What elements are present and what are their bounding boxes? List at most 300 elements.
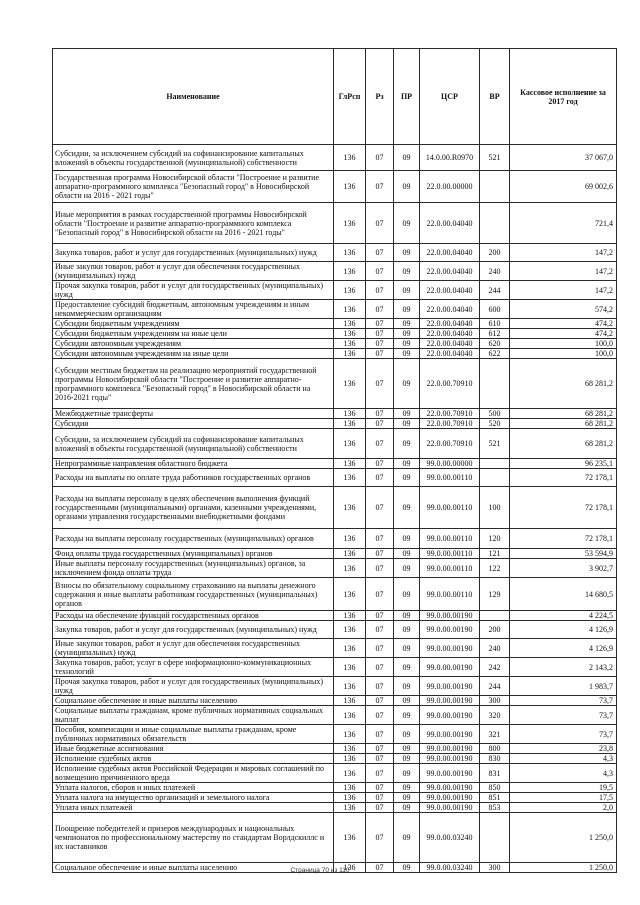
- cell-pr: 09: [394, 863, 420, 873]
- cell-amount: 721,4: [510, 203, 617, 244]
- cell-glrsp: 136: [334, 559, 366, 578]
- cell-name: Иные выплаты персоналу государственных (муниципальных) органов, за исключением фонда оплаты труда: [53, 559, 334, 578]
- cell-rz: 07: [366, 339, 394, 349]
- cell-pr: 09: [394, 754, 420, 764]
- cell-name: Расходы на обеспечение функций государственных органов: [53, 611, 334, 621]
- cell-vr: 600: [480, 300, 510, 319]
- cell-amount: 73,7: [510, 706, 617, 725]
- cell-rz: 07: [366, 459, 394, 469]
- cell-glrsp: 136: [334, 706, 366, 725]
- cell-vr: 320: [480, 706, 510, 725]
- cell-rz: 07: [366, 319, 394, 329]
- cell-rz: 07: [366, 145, 394, 171]
- header-amount: Кассовое исполнение за 2017 год: [510, 49, 617, 145]
- cell-rz: 07: [366, 764, 394, 783]
- cell-vr: 521: [480, 145, 510, 171]
- cell-glrsp: 136: [334, 469, 366, 487]
- cell-csr: 99.0.00.00190: [420, 611, 480, 621]
- cell-name: Субсидии бюджетным учреждениям на иные цели: [53, 329, 334, 339]
- cell-csr: 22.0.00.70910: [420, 419, 480, 429]
- cell-pr: 09: [394, 145, 420, 171]
- cell-csr: 22.0.00.04040: [420, 281, 480, 300]
- cell-rz: 07: [366, 203, 394, 244]
- cell-pr: 09: [394, 658, 420, 677]
- cell-vr: 122: [480, 559, 510, 578]
- cell-vr: [480, 171, 510, 203]
- cell-amount: 574,2: [510, 300, 617, 319]
- cell-rz: 07: [366, 171, 394, 203]
- cell-pr: 09: [394, 549, 420, 559]
- cell-pr: 09: [394, 677, 420, 696]
- cell-rz: 07: [366, 419, 394, 429]
- cell-glrsp: 136: [334, 359, 366, 409]
- cell-glrsp: 136: [334, 339, 366, 349]
- cell-csr: 99.0.00.00190: [420, 621, 480, 639]
- cell-vr: [480, 611, 510, 621]
- cell-csr: 22.0.00.70910: [420, 409, 480, 419]
- cell-vr: 850: [480, 783, 510, 793]
- cell-amount: 72 178,1: [510, 529, 617, 549]
- cell-csr: 22.0.00.04040: [420, 349, 480, 359]
- table-row: [53, 621, 617, 639]
- cell-csr: 99.0.00.00110: [420, 469, 480, 487]
- cell-pr: 09: [394, 578, 420, 611]
- cell-glrsp: 136: [334, 529, 366, 549]
- cell-rz: 07: [366, 863, 394, 873]
- table-row: [53, 793, 617, 803]
- cell-pr: 09: [394, 359, 420, 409]
- cell-amount: 3 902,7: [510, 559, 617, 578]
- cell-amount: 4,3: [510, 754, 617, 764]
- header-name: Наименование: [53, 49, 334, 145]
- cell-glrsp: 136: [334, 262, 366, 281]
- cell-glrsp: 136: [334, 863, 366, 873]
- cell-name: Уплата налогов, сборов и иных платежей: [53, 783, 334, 793]
- table-row: [53, 429, 617, 459]
- cell-amount: 2,0: [510, 803, 617, 813]
- cell-vr: 520: [480, 419, 510, 429]
- cell-amount: 72 178,1: [510, 487, 617, 529]
- table-row: [53, 813, 617, 863]
- cell-glrsp: 136: [334, 171, 366, 203]
- cell-glrsp: 136: [334, 549, 366, 559]
- cell-vr: 831: [480, 764, 510, 783]
- cell-csr: 22.0.00.04040: [420, 300, 480, 319]
- cell-rz: 07: [366, 813, 394, 863]
- cell-vr: 300: [480, 696, 510, 706]
- table-row: [53, 639, 617, 658]
- header-glrsp: ГлРсп: [334, 49, 366, 145]
- budget-table: [52, 48, 617, 873]
- table-row: [53, 783, 617, 793]
- cell-vr: 622: [480, 349, 510, 359]
- cell-amount: 4 126,9: [510, 621, 617, 639]
- cell-name: Социальное обеспечение и иные выплаты населению: [53, 863, 334, 873]
- table-row: [53, 145, 617, 171]
- cell-amount: 72 178,1: [510, 469, 617, 487]
- cell-pr: 09: [394, 339, 420, 349]
- cell-name: Социальное обеспечение и иные выплаты населению: [53, 696, 334, 706]
- cell-glrsp: 136: [334, 319, 366, 329]
- cell-vr: 851: [480, 793, 510, 803]
- cell-csr: 99.0.00.00190: [420, 754, 480, 764]
- cell-csr: 99.0.00.00110: [420, 487, 480, 529]
- cell-rz: 07: [366, 696, 394, 706]
- table-row: [53, 359, 617, 409]
- cell-glrsp: 136: [334, 329, 366, 339]
- cell-csr: 14.0.00.R0970: [420, 145, 480, 171]
- cell-amount: 14 680,5: [510, 578, 617, 611]
- cell-amount: 474,2: [510, 319, 617, 329]
- table-row: [53, 262, 617, 281]
- cell-pr: 09: [394, 621, 420, 639]
- cell-pr: 09: [394, 171, 420, 203]
- cell-glrsp: 136: [334, 578, 366, 611]
- cell-rz: 07: [366, 349, 394, 359]
- cell-csr: 22.0.00.00000: [420, 171, 480, 203]
- cell-vr: 610: [480, 319, 510, 329]
- cell-csr: 99.0.00.03240: [420, 863, 480, 873]
- cell-rz: 07: [366, 244, 394, 262]
- cell-amount: 23,8: [510, 744, 617, 754]
- table-row: [53, 706, 617, 725]
- cell-name: Субсидии: [53, 419, 334, 429]
- cell-glrsp: 136: [334, 409, 366, 419]
- cell-name: Субсидии бюджетным учреждениям: [53, 319, 334, 329]
- cell-rz: 07: [366, 359, 394, 409]
- cell-name: Фонд оплаты труда государственных (муниципальных) органов: [53, 549, 334, 559]
- cell-glrsp: 136: [334, 203, 366, 244]
- cell-glrsp: 136: [334, 677, 366, 696]
- cell-csr: 22.0.00.04040: [420, 329, 480, 339]
- cell-rz: 07: [366, 754, 394, 764]
- cell-pr: 09: [394, 409, 420, 419]
- cell-vr: 300: [480, 863, 510, 873]
- cell-csr: 22.0.00.04040: [420, 339, 480, 349]
- table-row: [53, 409, 617, 419]
- cell-pr: 09: [394, 725, 420, 744]
- table-body: [53, 145, 617, 873]
- cell-name: Иные бюджетные ассигнования: [53, 744, 334, 754]
- cell-rz: 07: [366, 611, 394, 621]
- table-header-row: [53, 49, 617, 145]
- cell-vr: 612: [480, 329, 510, 339]
- table-row: [53, 459, 617, 469]
- cell-csr: 99.0.00.03240: [420, 813, 480, 863]
- cell-csr: 99.0.00.00110: [420, 529, 480, 549]
- cell-csr: 99.0.00.00190: [420, 793, 480, 803]
- cell-name: Прочая закупка товаров, работ и услуг для государственных (муниципальных) нужд: [53, 677, 334, 696]
- cell-glrsp: 136: [334, 744, 366, 754]
- cell-vr: 244: [480, 281, 510, 300]
- cell-amount: 1 983,7: [510, 677, 617, 696]
- cell-csr: 99.0.00.00110: [420, 578, 480, 611]
- cell-vr: 200: [480, 621, 510, 639]
- table-row: [53, 469, 617, 487]
- cell-amount: 2 143,2: [510, 658, 617, 677]
- cell-csr: 22.0.00.70910: [420, 359, 480, 409]
- cell-vr: 800: [480, 744, 510, 754]
- table-row: [53, 319, 617, 329]
- cell-pr: 09: [394, 319, 420, 329]
- cell-amount: 73,7: [510, 725, 617, 744]
- table-row: [53, 419, 617, 429]
- cell-name: Субсидии автономным учреждениям: [53, 339, 334, 349]
- cell-csr: 99.0.00.00110: [420, 559, 480, 578]
- cell-amount: 69 002,6: [510, 171, 617, 203]
- cell-rz: 07: [366, 281, 394, 300]
- cell-csr: 22.0.00.04040: [420, 262, 480, 281]
- cell-vr: 121: [480, 549, 510, 559]
- table-row: [53, 349, 617, 359]
- table-row: [53, 696, 617, 706]
- cell-vr: [480, 469, 510, 487]
- cell-csr: 22.0.00.04040: [420, 203, 480, 244]
- cell-name: Расходы на выплаты персоналу в целях обеспечения выполнения функций государственными (муниципальными) органами, казенными учреждениями, органами управления государственными внебюджетными фондами: [53, 487, 334, 529]
- cell-csr: 99.0.00.00190: [420, 677, 480, 696]
- table-row: [53, 578, 617, 611]
- cell-glrsp: 136: [334, 145, 366, 171]
- cell-pr: 09: [394, 429, 420, 459]
- cell-rz: 07: [366, 658, 394, 677]
- cell-csr: 99.0.00.00190: [420, 803, 480, 813]
- cell-glrsp: 136: [334, 300, 366, 319]
- cell-rz: 07: [366, 409, 394, 419]
- cell-name: Социальные выплаты гражданам, кроме публичных нормативных социальных выплат: [53, 706, 334, 725]
- cell-name: Закупка товаров, работ, услуг в сфере информационно-коммуникационных технологий: [53, 658, 334, 677]
- cell-csr: 99.0.00.00190: [420, 658, 480, 677]
- cell-rz: 07: [366, 578, 394, 611]
- cell-vr: 830: [480, 754, 510, 764]
- cell-name: Пособия, компенсации и иные социальные выплаты гражданам, кроме публичных нормативных обязательств: [53, 725, 334, 744]
- cell-name: Закупка товаров, работ и услуг для государственных (муниципальных) нужд: [53, 244, 334, 262]
- cell-vr: 620: [480, 339, 510, 349]
- cell-amount: 1 250,0: [510, 813, 617, 863]
- cell-csr: 22.0.00.70910: [420, 429, 480, 459]
- cell-glrsp: 136: [334, 793, 366, 803]
- cell-name: Субсидии автономным учреждениям на иные цели: [53, 349, 334, 359]
- cell-name: Субсидии, за исключением субсидий на софинансирование капитальных вложений в объекты государственной (муниципальной) собственности: [53, 429, 334, 459]
- cell-pr: 09: [394, 783, 420, 793]
- cell-vr: [480, 459, 510, 469]
- cell-glrsp: 136: [334, 639, 366, 658]
- cell-amount: 37 067,0: [510, 145, 617, 171]
- cell-amount: 17,5: [510, 793, 617, 803]
- cell-csr: 99.0.00.00190: [420, 696, 480, 706]
- cell-name: Межбюджетные трансферты: [53, 409, 334, 419]
- cell-amount: 100,0: [510, 339, 617, 349]
- cell-amount: 96 235,1: [510, 459, 617, 469]
- table-row: [53, 244, 617, 262]
- table-row: [53, 725, 617, 744]
- cell-amount: 68 281,2: [510, 359, 617, 409]
- cell-glrsp: 136: [334, 764, 366, 783]
- cell-glrsp: 136: [334, 281, 366, 300]
- cell-glrsp: 136: [334, 611, 366, 621]
- cell-amount: 68 281,2: [510, 429, 617, 459]
- cell-amount: 19,5: [510, 783, 617, 793]
- header-pr: ПР: [394, 49, 420, 145]
- cell-amount: 4,3: [510, 764, 617, 783]
- cell-glrsp: 136: [334, 349, 366, 359]
- cell-vr: 129: [480, 578, 510, 611]
- cell-amount: 53 594,9: [510, 549, 617, 559]
- table-row: [53, 329, 617, 339]
- cell-pr: 09: [394, 487, 420, 529]
- cell-vr: 200: [480, 244, 510, 262]
- table-row: [53, 171, 617, 203]
- table-row: [53, 300, 617, 319]
- cell-glrsp: 136: [334, 459, 366, 469]
- cell-amount: 73,7: [510, 696, 617, 706]
- cell-vr: 521: [480, 429, 510, 459]
- cell-vr: [480, 203, 510, 244]
- cell-amount: 474,2: [510, 329, 617, 339]
- cell-name: Предоставление субсидий бюджетным, автономным учреждениям и иным некоммерческим организациям: [53, 300, 334, 319]
- cell-name: Уплата налога на имущество организаций и земельного налога: [53, 793, 334, 803]
- cell-pr: 09: [394, 639, 420, 658]
- cell-vr: [480, 359, 510, 409]
- cell-rz: 07: [366, 300, 394, 319]
- cell-amount: 147,2: [510, 262, 617, 281]
- cell-csr: 99.0.00.00190: [420, 725, 480, 744]
- table-row: [53, 339, 617, 349]
- cell-pr: 09: [394, 813, 420, 863]
- cell-vr: 240: [480, 262, 510, 281]
- table-row: [53, 764, 617, 783]
- cell-name: Непрограммные направления областного бюджета: [53, 459, 334, 469]
- cell-pr: 09: [394, 349, 420, 359]
- table-row: [53, 754, 617, 764]
- table-row: [53, 281, 617, 300]
- cell-name: Иные закупки товаров, работ и услуг для обеспечения государственных (муниципальных) нужд: [53, 639, 334, 658]
- cell-rz: 07: [366, 783, 394, 793]
- cell-pr: 09: [394, 706, 420, 725]
- cell-pr: 09: [394, 244, 420, 262]
- header-rz: Рз: [366, 49, 394, 145]
- cell-rz: 07: [366, 725, 394, 744]
- table-row: [53, 677, 617, 696]
- cell-glrsp: 136: [334, 803, 366, 813]
- cell-vr: 853: [480, 803, 510, 813]
- cell-pr: 09: [394, 793, 420, 803]
- cell-name: Государственная программа Новосибирской области "Построение и развитие аппаратно-программного комплекса "Безопасный город" в Новосибирской области на 2016 - 2021 годы": [53, 171, 334, 203]
- cell-rz: 07: [366, 677, 394, 696]
- cell-amount: 68 281,2: [510, 419, 617, 429]
- cell-glrsp: 136: [334, 419, 366, 429]
- cell-rz: 07: [366, 744, 394, 754]
- cell-rz: 07: [366, 706, 394, 725]
- cell-name: Исполнение судебных актов Российской Федерации и мировых соглашений по возмещению причиненного вреда: [53, 764, 334, 783]
- cell-vr: [480, 813, 510, 863]
- cell-glrsp: 136: [334, 783, 366, 793]
- cell-vr: 120: [480, 529, 510, 549]
- cell-pr: 09: [394, 262, 420, 281]
- cell-rz: 07: [366, 639, 394, 658]
- cell-glrsp: 136: [334, 813, 366, 863]
- cell-amount: 147,2: [510, 244, 617, 262]
- table-row: [53, 658, 617, 677]
- cell-glrsp: 136: [334, 621, 366, 639]
- cell-rz: 07: [366, 621, 394, 639]
- cell-rz: 07: [366, 262, 394, 281]
- table-row: [53, 803, 617, 813]
- table-row: [53, 529, 617, 549]
- cell-name: Прочая закупка товаров, работ и услуг для государственных (муниципальных) нужд: [53, 281, 334, 300]
- table-row: [53, 203, 617, 244]
- cell-name: Субсидии местным бюджетам на реализацию мероприятий государственной программы Новосибирской области "Построение и развитие аппаратно-программного комплекса "Безопасный город" в Новосибирской области на 2016-2021 годы": [53, 359, 334, 409]
- cell-vr: 321: [480, 725, 510, 744]
- cell-pr: 09: [394, 611, 420, 621]
- cell-pr: 09: [394, 459, 420, 469]
- cell-name: Расходы на выплаты по оплате труда работников государственных органов: [53, 469, 334, 487]
- cell-glrsp: 136: [334, 487, 366, 529]
- cell-name: Субсидии, за исключением субсидий на софинансирование капитальных вложений в объекты государственной (муниципальной) собственности: [53, 145, 334, 171]
- cell-pr: 09: [394, 469, 420, 487]
- cell-pr: 09: [394, 696, 420, 706]
- cell-pr: 09: [394, 744, 420, 754]
- cell-csr: 99.0.00.00190: [420, 639, 480, 658]
- cell-pr: 09: [394, 300, 420, 319]
- cell-name: Уплата иных платежей: [53, 803, 334, 813]
- cell-name: Исполнение судебных актов: [53, 754, 334, 764]
- cell-rz: 07: [366, 469, 394, 487]
- cell-rz: 07: [366, 803, 394, 813]
- cell-name: Закупка товаров, работ и услуг для государственных (муниципальных) нужд: [53, 621, 334, 639]
- cell-pr: 09: [394, 203, 420, 244]
- cell-rz: 07: [366, 549, 394, 559]
- cell-csr: 99.0.00.00110: [420, 549, 480, 559]
- cell-rz: 07: [366, 429, 394, 459]
- cell-glrsp: 136: [334, 244, 366, 262]
- cell-rz: 07: [366, 793, 394, 803]
- cell-amount: 1 250,0: [510, 863, 617, 873]
- cell-amount: 100,0: [510, 349, 617, 359]
- cell-pr: 09: [394, 329, 420, 339]
- cell-pr: 09: [394, 281, 420, 300]
- cell-name: Расходы на выплаты персоналу государственных (муниципальных) органов: [53, 529, 334, 549]
- cell-csr: 99.0.00.00000: [420, 459, 480, 469]
- cell-pr: 09: [394, 529, 420, 549]
- cell-vr: 240: [480, 639, 510, 658]
- header-vr: ВР: [480, 49, 510, 145]
- cell-glrsp: 136: [334, 754, 366, 764]
- table-row: [53, 611, 617, 621]
- cell-glrsp: 136: [334, 658, 366, 677]
- table-row: [53, 559, 617, 578]
- cell-name: Иные мероприятия в рамках государственной программы Новосибирской области "Построение и развитие аппаратно-программного комплекса "Безопасный город" в Новосибирской области на 2016 - 2021 годы": [53, 203, 334, 244]
- header-csr: ЦСР: [420, 49, 480, 145]
- cell-csr: 99.0.00.00190: [420, 744, 480, 754]
- cell-rz: 07: [366, 559, 394, 578]
- cell-amount: 68 281,2: [510, 409, 617, 419]
- cell-name: Взносы по обязательному социальному страхованию на выплаты денежного содержания и иные выплаты работникам государственных (муниципальных) органов: [53, 578, 334, 611]
- cell-pr: 09: [394, 559, 420, 578]
- cell-rz: 07: [366, 329, 394, 339]
- cell-csr: 99.0.00.00190: [420, 764, 480, 783]
- cell-csr: 99.0.00.00190: [420, 783, 480, 793]
- cell-vr: 244: [480, 677, 510, 696]
- cell-name: Поощрение победителей и призеров международных и национальных чемпионатов по профессиональному мастерству по стандартам Ворлдскиллс и их наставников: [53, 813, 334, 863]
- cell-pr: 09: [394, 419, 420, 429]
- cell-amount: 4 126,9: [510, 639, 617, 658]
- cell-pr: 09: [394, 803, 420, 813]
- cell-vr: 242: [480, 658, 510, 677]
- page-number: Страница 70 из 110: [290, 867, 350, 874]
- cell-rz: 07: [366, 529, 394, 549]
- cell-glrsp: 136: [334, 696, 366, 706]
- cell-pr: 09: [394, 764, 420, 783]
